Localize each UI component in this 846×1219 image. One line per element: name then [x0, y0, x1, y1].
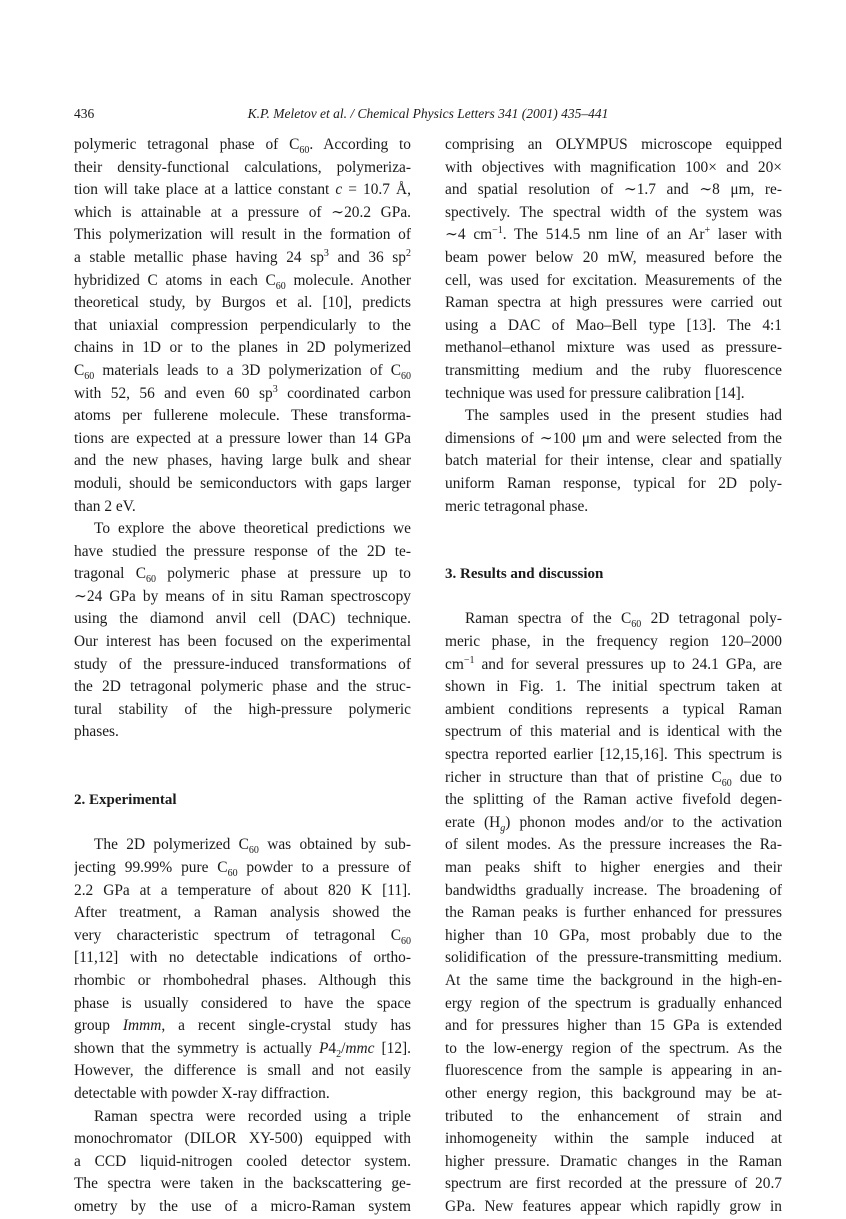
intro-paragraph	[74, 134, 411, 518]
text-line: meric phase, in the frequency region 120–2000	[445, 633, 782, 651]
text-line: tragonal $C_{60}$ polymeric phase at pressure up to	[74, 565, 411, 586]
text-line: the 2D tetragonal polymeric phase and the struc-	[74, 678, 411, 696]
text-line: However, the difference is small and not easily	[74, 1062, 411, 1080]
samples-paragraph	[445, 405, 782, 518]
text-line: a stable metallic phase having 24 $sp^3$ and 36 $sp^2$	[74, 247, 411, 266]
text-line: to the low-energy region of the spectrum. As the	[445, 1039, 782, 1057]
text-line: erate $(H_g)$ phonon modes and/or to the activation	[445, 813, 782, 834]
text-line: To explore the above theoretical predictions we	[94, 520, 411, 538]
text-line: transmitting medium and the ruby fluorescence	[445, 361, 782, 379]
text-line: monochromator (DILOR XY-500) equipped with	[74, 1130, 411, 1148]
text-line: group Immm, a recent single-crystal study has	[74, 1017, 411, 1035]
text-line: higher pressure. Dramatic changes in the Raman	[445, 1152, 782, 1170]
section-heading-experimental: 2. Experimental	[74, 792, 177, 809]
text-line: shown that the symmetry is actually $P4_2$/mmc [12].	[74, 1039, 411, 1060]
text-line: methanol–ethanol mixture was used as pressure-	[445, 339, 782, 357]
text-line: $cm^{-1}$ and for several pressures up to 24.1 GPa, are	[445, 654, 782, 673]
text-line: study of the pressure-induced transformations of	[74, 655, 411, 673]
text-line: beam power below 20 mW, measured before the	[445, 248, 782, 266]
right-column	[445, 134, 782, 1219]
text-line: the splitting of the Raman active fivefold degen-	[445, 791, 782, 809]
text-line: theoretical study, by Burgos et al. [10], predicts	[74, 294, 411, 312]
text-line: other energy region, this background may be at-	[445, 1084, 782, 1102]
text-line: This polymerization will result in the formation of	[74, 226, 411, 244]
section-heading-results: 3. Results and discussion	[445, 566, 604, 583]
text-line: chains in 1D or to the planes in 2D polymerized	[74, 339, 411, 357]
text-line: Raman spectra were recorded using a triple	[94, 1107, 411, 1125]
text-line: cell, was used for excitation. Measurements of the	[445, 271, 782, 289]
text-line: rhombic or rhombohedral phases. Although this	[74, 971, 411, 989]
text-line: Raman spectra of the $C_{60}$ 2D tetragonal poly-	[465, 610, 782, 631]
text-line: hybridized C atoms in each $C_{60}$ molecule. Another	[74, 271, 411, 292]
text-line: GPa. New features appear which rapidly grow in	[445, 1197, 782, 1215]
text-line: spectrum of this material and is identical with the	[445, 723, 782, 741]
text-line: spectrum are first recorded at the pressure of 20.7	[445, 1175, 782, 1193]
text-line: of silent modes. As the pressure increases the Ra-	[445, 836, 782, 854]
text-line: ambient conditions represents a typical Raman	[445, 700, 782, 718]
text-line: using a DAC of Mao–Bell type [13]. The 4:1	[445, 316, 782, 334]
text-line: polymeric tetragonal phase of $C_{60}$. According to	[74, 136, 411, 157]
text-line: bandwidths gradually increase. The broadening of	[445, 881, 782, 899]
results-paragraph	[445, 608, 782, 1218]
text-line: Our interest has been focused on the experimental	[74, 633, 411, 651]
text-line: man peaks shift to higher energies and their	[445, 859, 782, 876]
text-line: meric tetragonal phase.	[445, 497, 589, 515]
text-line: uniform Raman response, typical for 2D poly-	[445, 474, 782, 492]
text-line: technique was used for pressure calibration [14].	[445, 384, 745, 402]
text-line: batch material for their intense, clear and spatially	[445, 452, 782, 470]
text-line: The spectra were taken in the backscattering ge-	[74, 1175, 411, 1193]
text-line: The samples used in the present studies had	[465, 407, 782, 425]
text-line: tions are expected at a pressure lower than 14 GPa	[74, 429, 411, 447]
text-line: At the same time the background in the high-en-	[445, 971, 782, 989]
text-line: moduli, should be semiconductors with gaps larger	[74, 474, 411, 492]
text-line: a CCD liquid-nitrogen cooled detector system.	[74, 1152, 411, 1170]
text-line: ∼24 GPa by means of in situ Raman spectroscopy	[74, 587, 411, 605]
left-column	[74, 134, 411, 1219]
text-line: their density-functional calculations, polymeriza-	[74, 158, 411, 176]
text-line: solidification of the pressure-transmitting medium.	[445, 949, 782, 967]
text-line: very characteristic spectrum of tetragonal $C_{60}$	[74, 926, 411, 947]
text-line: dimensions of ∼100 μm and were selected from the	[445, 429, 782, 447]
text-line: the Raman peaks is further enhanced for pressures	[445, 904, 782, 922]
journal-reference: K.P. Meletov et al. / Chemical Physics Letters 341 (2001) 435–441	[247, 106, 609, 121]
text-line: $C_{60}$ materials leads to a 3D polymerization of $C_{60}$	[74, 361, 411, 383]
text-line: and the new phases, having large bulk and shear	[74, 452, 411, 470]
text-line: The 2D polymerized $C_{60}$ was obtained by sub-	[94, 836, 411, 857]
raman-setup-paragraph	[74, 1106, 411, 1219]
text-line: using the diamond anvil cell (DAC) technique.	[74, 610, 411, 628]
text-line: fluorescence from the sample is appearing in an-	[445, 1062, 782, 1080]
text-line: Raman spectra at high pressures were carried out	[445, 294, 782, 312]
text-line: comprising an OLYMPUS microscope equipped	[445, 136, 782, 153]
explore-paragraph	[74, 518, 411, 744]
setup-continuation-paragraph	[445, 134, 782, 405]
text-line: atoms per fullerene molecule. These transforma-	[74, 407, 411, 425]
text-line: higher than 10 GPa, most probably due to the	[445, 926, 782, 944]
text-line: with objectives with magnification 100× and 20×	[445, 158, 782, 176]
text-line: tion will take place at a lattice constant c = 10.7 Å,	[74, 181, 411, 199]
text-line: and spatial resolution of ∼1.7 and ∼8 μm, re-	[445, 181, 782, 199]
text-line: ergy region of the spectrum is gradually enhanced	[445, 994, 782, 1012]
running-header	[74, 106, 782, 124]
text-line: inhomogeneity within the sample induced at	[445, 1130, 782, 1148]
text-line: phase is usually considered to have the space	[74, 994, 411, 1012]
text-line: [11,12] with no detectable indications of ortho-	[74, 949, 411, 967]
text-line: After treatment, a Raman analysis showed the	[74, 904, 411, 922]
page-number: 436	[74, 106, 95, 121]
text-line: with 52, 56 and even 60 $sp^3$ coordinated carbon	[74, 383, 411, 402]
text-line: ∼4 $cm^{-1}$. The 514.5 nm line of an Ar+ laser with	[445, 225, 782, 244]
text-line: spectra reported earlier [12,15,16]. This spectrum is	[445, 746, 782, 764]
text-line: shown in Fig. 1. The initial spectrum taken at	[445, 678, 782, 696]
text-line: richer in structure than that of pristine $C_{60}$ due to	[445, 768, 782, 789]
text-line: tributed to the enhancement of strain and	[445, 1107, 782, 1125]
text-line: phases.	[74, 723, 119, 741]
text-line: have studied the pressure response of the 2D te-	[74, 542, 411, 560]
text-line: ometry by the use of a micro-Raman system	[74, 1197, 411, 1215]
text-line: and for pressures higher than 15 GPa is extended	[445, 1017, 782, 1035]
text-line: that uniaxial compression perpendicularly to the	[74, 316, 411, 334]
text-line: 2.2 GPa at a temperature of about 820 K [11].	[74, 881, 411, 899]
text-line: tural stability of the high-pressure polymeric	[74, 700, 411, 718]
text-line: jecting 99.99% pure $C_{60}$ powder to a pressure of	[74, 859, 411, 880]
experimental-paragraph	[74, 834, 411, 1105]
text-line: which is attainable at a pressure of ∼20.2 GPa.	[74, 203, 411, 221]
text-line: spectively. The spectral width of the system was	[445, 203, 782, 221]
text-line: detectable with powder X-ray diffraction.	[74, 1084, 330, 1102]
text-line: than 2 eV.	[74, 497, 136, 515]
